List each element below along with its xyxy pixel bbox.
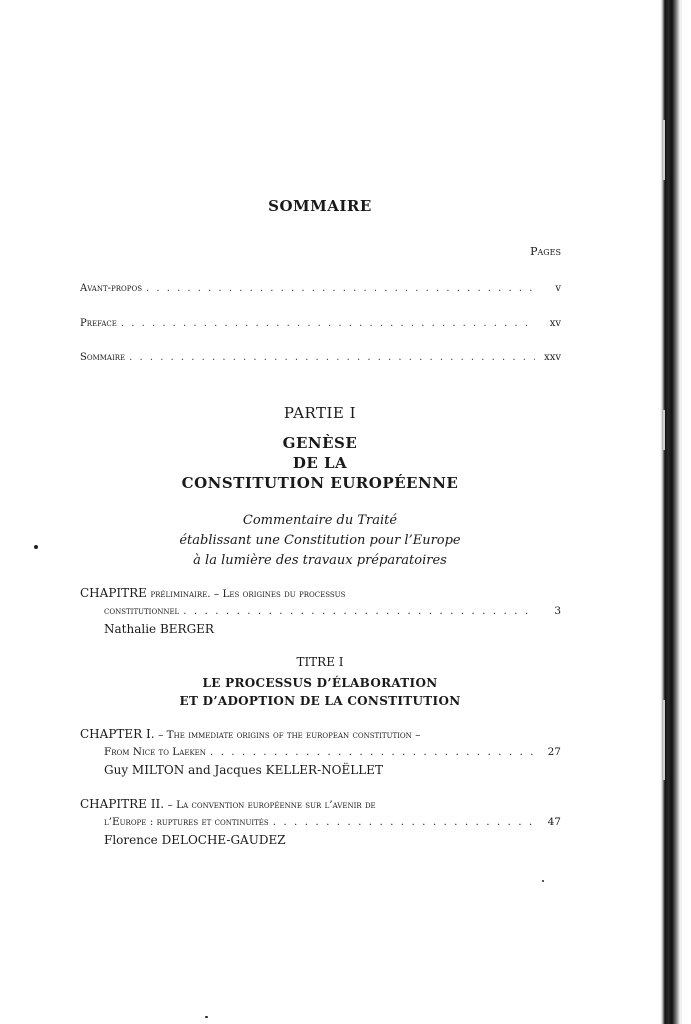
partie-label: PARTIE I (283, 404, 357, 422)
chapter-lead: CHAPITRE (80, 586, 147, 600)
pages-column-label: Pages (530, 245, 561, 258)
titre-label: TITRE I (296, 655, 344, 669)
chapter-lead: CHAPTER I. (80, 727, 155, 741)
partie-commentary (0, 511, 640, 571)
toc-page-number: xv (549, 318, 561, 329)
dot-leader (146, 283, 535, 294)
scan-speck (542, 880, 544, 882)
titre-title-line: LE PROCESSUS D’ÉLABORATION (202, 676, 438, 690)
chapter-page-number: 3 (554, 605, 561, 617)
toc-row-preface (80, 318, 561, 329)
chapter-page-number: 27 (547, 746, 561, 758)
toc-label: Sommaire (80, 352, 126, 363)
toc-page-number: v (555, 283, 561, 294)
partie-title (0, 433, 640, 493)
chapter-title-continued: constitutionnel (104, 605, 180, 617)
sommaire-title: SOMMAIRE (268, 197, 372, 215)
chapter-title: – La convention européenne sur l’avenir de (167, 799, 376, 811)
dot-leader (129, 352, 535, 363)
chapter-title-continued-row (80, 744, 561, 761)
book-binding-edge (660, 0, 682, 1024)
chapter-preliminaire (80, 585, 561, 639)
partie-title-line: DE LA (292, 454, 348, 472)
dot-leader (121, 318, 535, 329)
commentary-line: à la lumière des travaux préparatoires (193, 553, 447, 568)
chapter-title-continued: l’Europe : ruptures et continuités (104, 816, 269, 828)
dot-leader (210, 744, 535, 761)
chapter-2 (80, 796, 561, 850)
toc-row-avant-propos (80, 283, 561, 294)
commentary-line: établissant une Constitution pour l’Europe (179, 533, 461, 548)
chapter-title-continued-row (80, 814, 561, 831)
chapter-page-number: 47 (547, 816, 561, 828)
chapter-title: – The immediate origins of the european constitution – (158, 729, 421, 741)
toc-label: Avant-propos (80, 283, 142, 294)
chapter-author: Florence DELOCHE-GAUDEZ (104, 833, 286, 847)
chapter-author: Nathalie BERGER (104, 622, 214, 636)
chapter-author: Guy MILTON and Jacques KELLER-NOËLLET (104, 763, 383, 777)
titre-title-line: ET D’ADOPTION DE LA CONSTITUTION (179, 694, 461, 708)
chapter-title: préliminaire. – Les origines du processus (150, 588, 346, 600)
chapter-title-continued-row (80, 603, 561, 620)
chapter-lead: CHAPITRE II. (80, 797, 165, 811)
toc-page-number: xxv (544, 352, 561, 363)
titre-title (0, 674, 640, 710)
chapter-heading (80, 726, 561, 744)
toc-label: Preface (80, 318, 117, 329)
toc-row-sommaire (80, 352, 561, 363)
dot-leader (273, 814, 535, 831)
scan-speck (205, 1016, 208, 1018)
chapter-1 (80, 726, 561, 780)
chapter-heading (80, 796, 561, 814)
dot-leader (183, 603, 535, 620)
chapter-title-continued: From Nice to Laeken (104, 746, 206, 758)
chapter-heading (80, 585, 561, 603)
partie-title-line: GENÈSE (282, 434, 358, 452)
scan-speck (34, 545, 38, 549)
partie-title-line: CONSTITUTION EUROPÉENNE (181, 474, 459, 492)
commentary-line: Commentaire du Traité (242, 513, 398, 528)
